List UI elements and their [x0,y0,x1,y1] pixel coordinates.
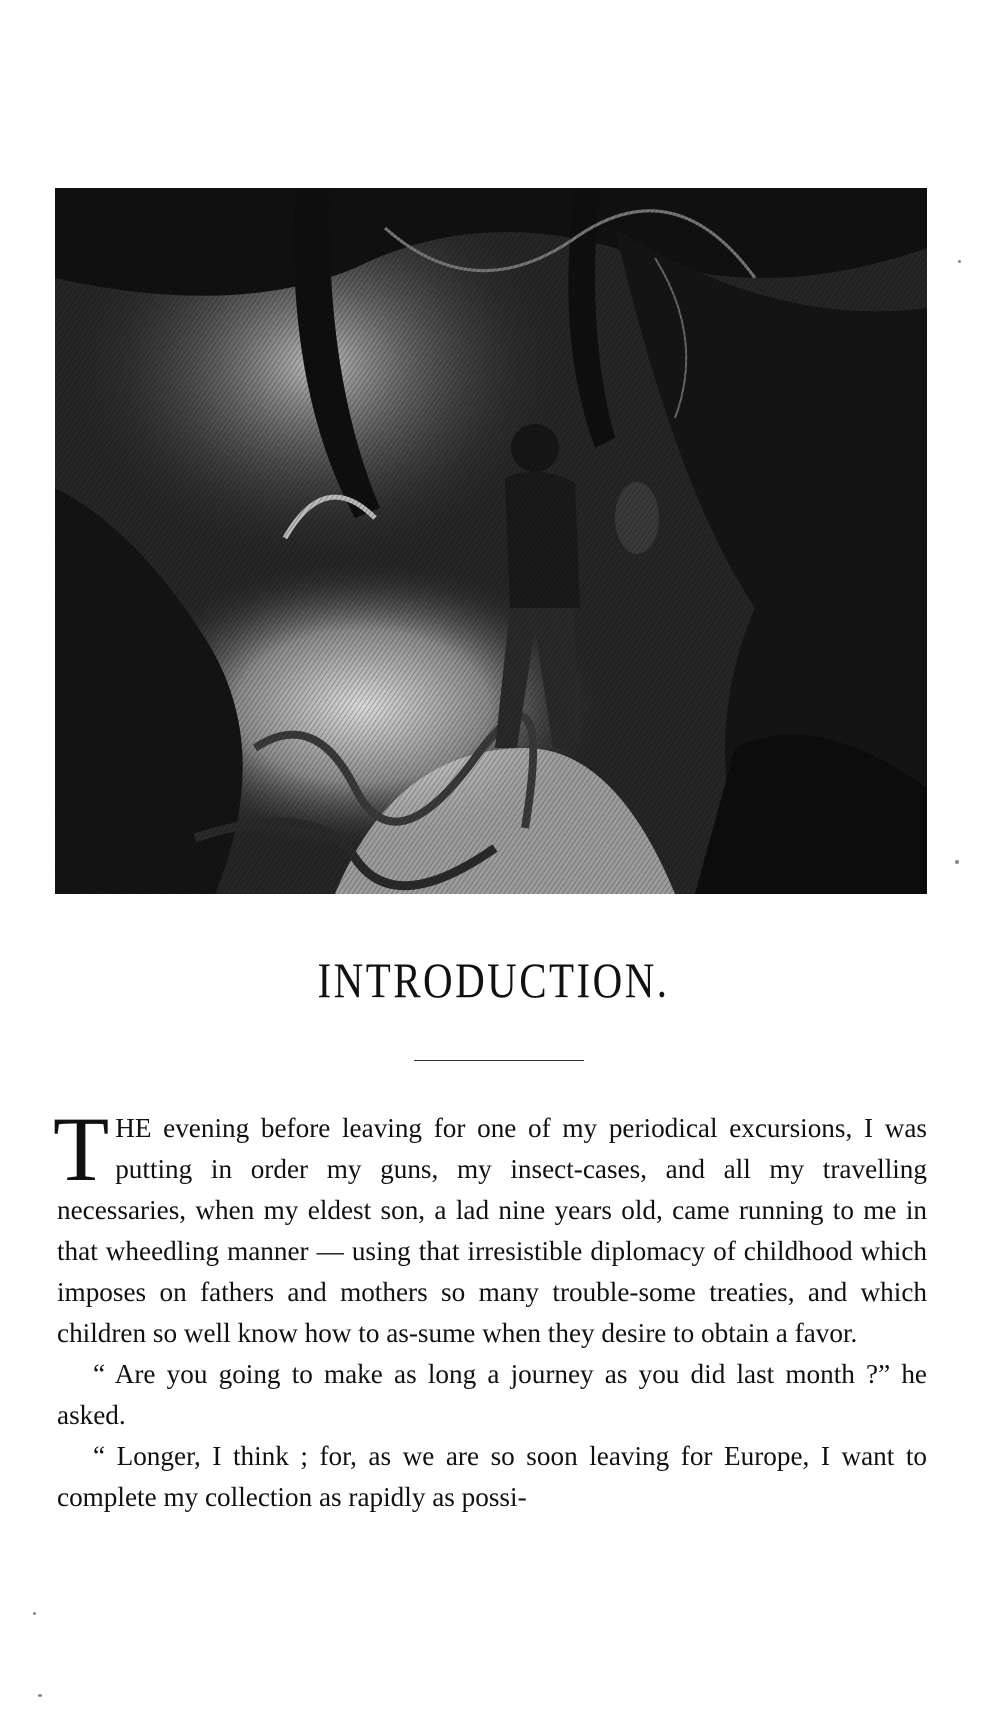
frontispiece-illustration [55,188,927,894]
drop-cap: T [53,1098,110,1200]
paragraph: “ Longer, I think ; for, as we are so soon leaving for Europe, I want to complete my collection as rapidly as possi- [57,1441,927,1512]
chapter-title: INTRODUCTION. [317,952,670,1008]
title-divider [414,1060,584,1061]
paragraph [53,1098,927,1354]
body-text [53,1098,927,1518]
forest-boy-with-snakes-engraving-icon [55,188,927,894]
paragraph: “ Are you going to make as long a journey as you did last month ?” he asked. [57,1359,927,1430]
paragraph-text: HE evening before leaving for one of my periodical excursions, I was putting in order my guns, my insect-cases, and all my travelling necessaries, when my eldest son, a lad nine years old, came running to me in that wheedling manner — using that irresistible diplomacy of childhood which imposes on fathers and mothers so many trouble-some treaties, and which children so well know how to as-sume when they desire to obtain a favor. [57,1113,927,1348]
